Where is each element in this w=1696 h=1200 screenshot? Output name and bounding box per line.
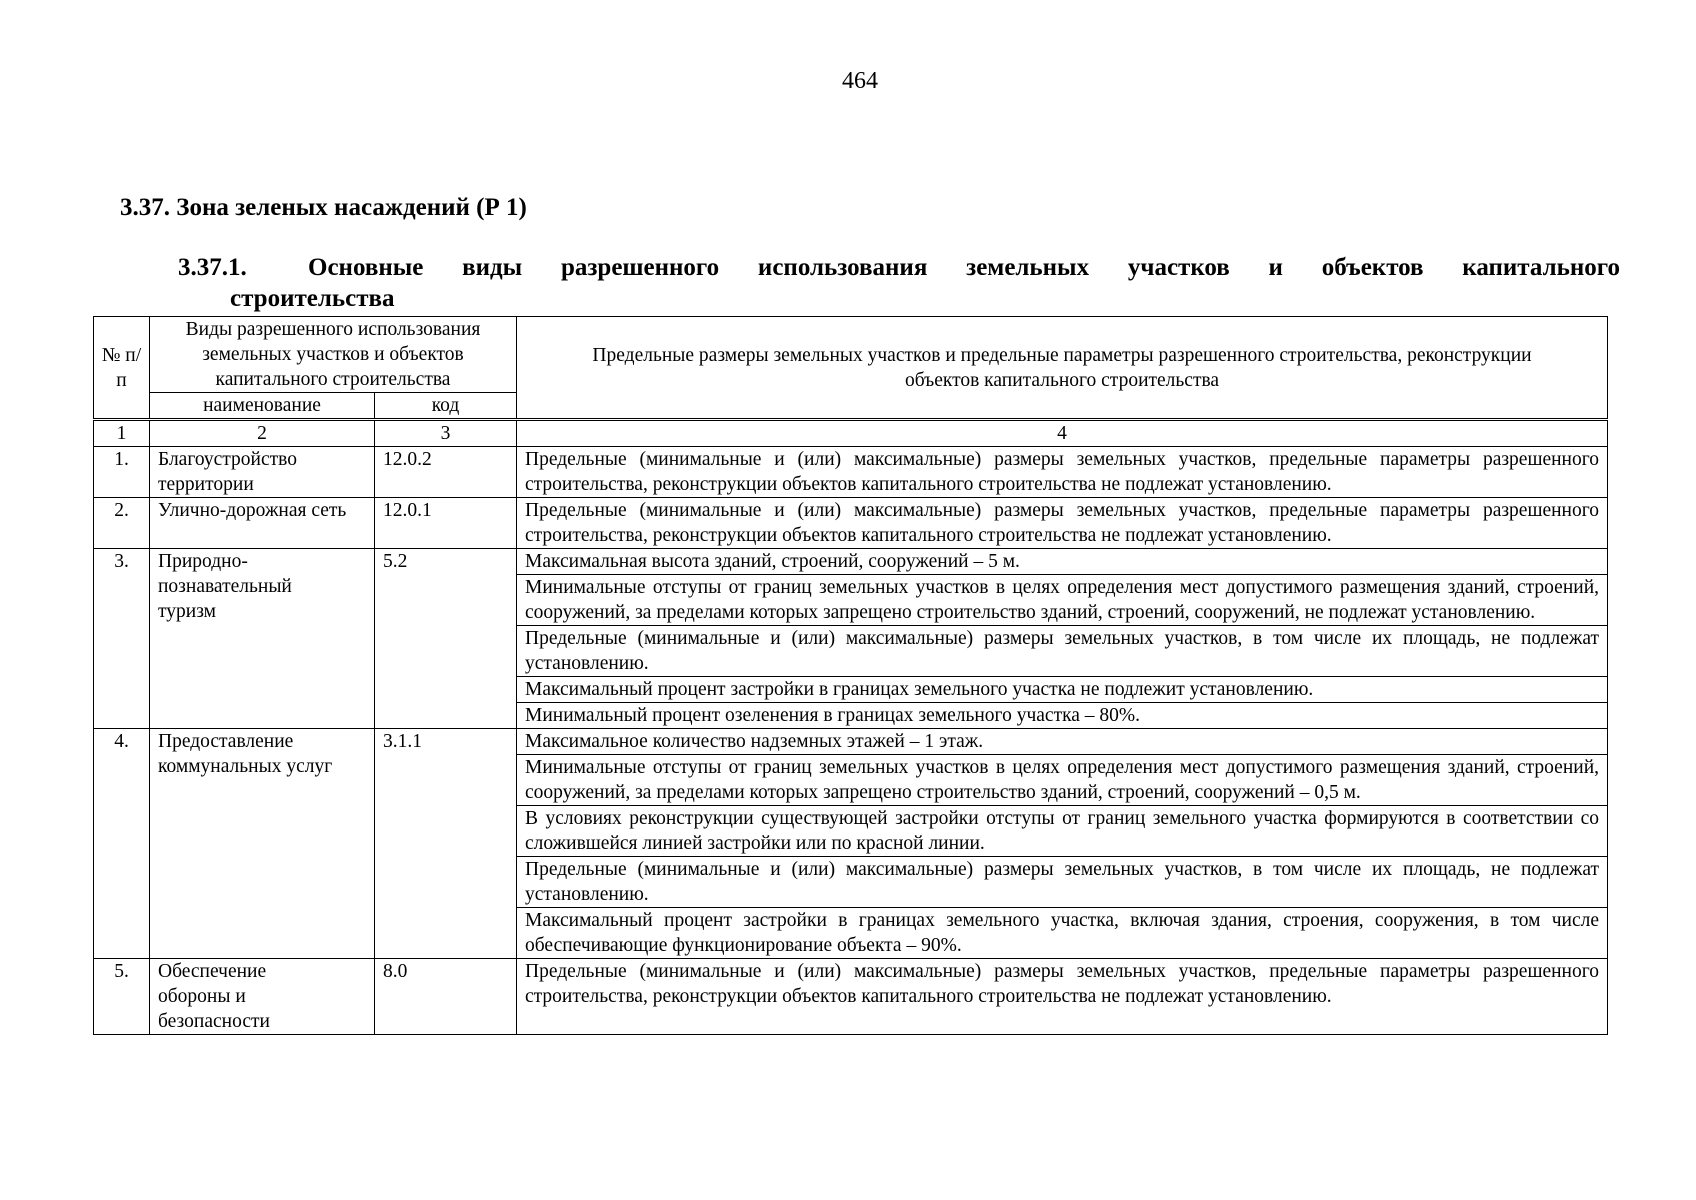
subsection-text-line1: Основные виды разрешенного использования земельных участков и объектов капитального (308, 254, 1620, 281)
table-row (94, 549, 1608, 575)
header-params: Предельные размеры земельных участков и предельные параметры разрешенного строительства, реконструкции объектов капитального строительства (517, 317, 1608, 420)
row-param: Минимальный процент озеленения в границах земельного участка – 80%. (517, 703, 1608, 729)
row-param: Минимальные отступы от границ земельных участков в целях определения мест допустимого размещения зданий, строений, сооружений, за пределами которых запрещено строительство зданий, строений, сооружений, не подлежат установлению. (517, 575, 1608, 626)
header-code: код (375, 393, 517, 420)
subsection-title (178, 252, 1620, 314)
row-param: Предельные (минимальные и (или) максимальные) размеры земельных участков, в том числе их площадь, не подлежат установлению. (517, 626, 1608, 677)
row-param: Предельные (минимальные и (или) максимальные) размеры земельных участков, предельные параметры разрешенного строительства, реконструкции объектов капитального строительства не подлежат установлению. (517, 498, 1608, 549)
row-name: Улично-дорожная сеть (150, 498, 375, 549)
row-param: Максимальный процент застройки в границах земельного участка, включая здания, строения, сооружения, в том числе обеспечивающие функционирование объекта – 90%. (517, 908, 1608, 959)
row-param: Предельные (минимальные и (или) максимальные) размеры земельных участков, в том числе их площадь, не подлежат установлению. (517, 857, 1608, 908)
row-code: 12.0.2 (375, 447, 517, 498)
row-name: Предоставление коммунальных услуг (150, 729, 375, 959)
row-name: Обеспечение обороны и безопасности (150, 959, 375, 1035)
row-num: 2. (94, 498, 150, 549)
table-header-row (94, 317, 1608, 393)
row-num: 5. (94, 959, 150, 1035)
subsection-text-line2: строительства (230, 285, 395, 312)
table-row (94, 959, 1608, 1035)
column-numbers-row (94, 420, 1608, 447)
column-number: 1 (94, 420, 150, 447)
row-name: Благоустройство территории (150, 447, 375, 498)
row-code: 3.1.1 (375, 729, 517, 959)
header-num: № п/п (94, 317, 150, 420)
row-name: Природно-познавательный туризм (150, 549, 375, 729)
row-code: 12.0.1 (375, 498, 517, 549)
table-row (94, 729, 1608, 755)
row-param: Максимальная высота зданий, строений, сооружений – 5 м. (517, 549, 1608, 575)
row-param: Предельные (минимальные и (или) максимальные) размеры земельных участков, предельные параметры разрешенного строительства, реконструкции объектов капитального строительства не подлежат установлению. (517, 959, 1608, 1035)
header-name: наименование (150, 393, 375, 420)
row-num: 4. (94, 729, 150, 959)
section-title: 3.37. Зона зеленых насаждений (Р 1) (120, 194, 527, 221)
header-types: Виды разрешенного использования земельных участков и объектов капитального строительства (150, 317, 517, 393)
permitted-uses-table (93, 316, 1608, 1035)
column-number: 3 (375, 420, 517, 447)
table-row (94, 447, 1608, 498)
row-param: Предельные (минимальные и (или) максимальные) размеры земельных участков, предельные параметры разрешенного строительства, реконструкции объектов капитального строительства не подлежат установлению. (517, 447, 1608, 498)
row-param: Максимальное количество надземных этажей – 1 этаж. (517, 729, 1608, 755)
column-number: 2 (150, 420, 375, 447)
row-param: Максимальный процент застройки в границах земельного участка не подлежит установлению. (517, 677, 1608, 703)
table-row (94, 498, 1608, 549)
row-param: Минимальные отступы от границ земельных участков в целях определения мест допустимого размещения зданий, строений, сооружений, за пределами которых запрещено строительство зданий, строений, сооружений – 0,5 м. (517, 755, 1608, 806)
column-number: 4 (517, 420, 1608, 447)
row-param: В условиях реконструкции существующей застройки отступы от границ земельного участка формируются в соответствии со сложившейся линией застройки или по красной линии. (517, 806, 1608, 857)
row-num: 1. (94, 447, 150, 498)
row-code: 8.0 (375, 959, 517, 1035)
page-number: 464 (842, 68, 878, 94)
row-num: 3. (94, 549, 150, 729)
row-code: 5.2 (375, 549, 517, 729)
subsection-number: 3.37.1. (178, 254, 247, 281)
